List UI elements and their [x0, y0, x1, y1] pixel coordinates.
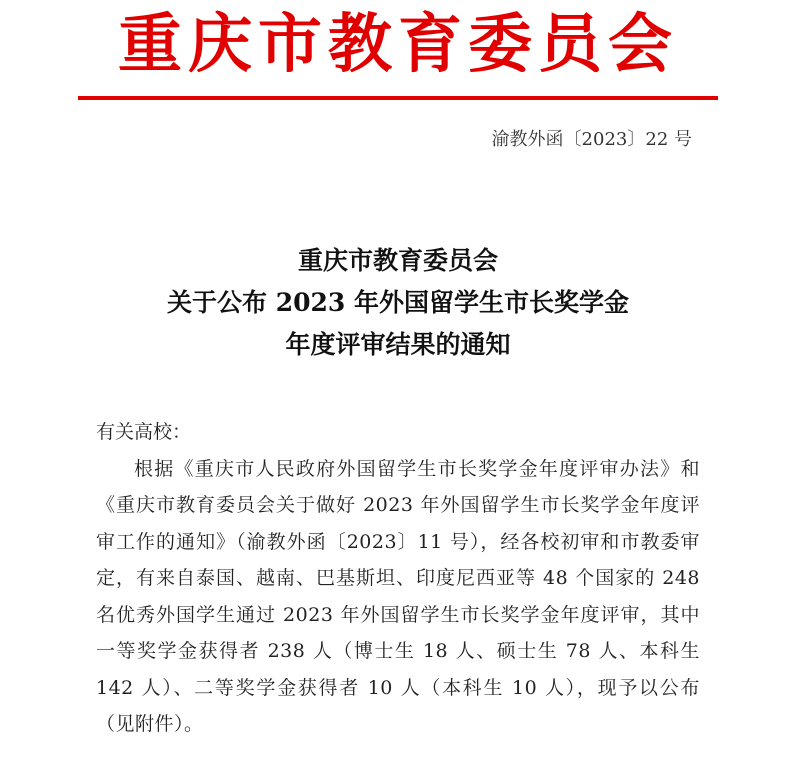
title-line-2: 关于公布 2023 年外国留学生市长奖学金: [167, 288, 629, 317]
document-body: [96, 414, 700, 743]
title-line-3: 年度评审结果的通知: [285, 330, 511, 359]
salutation: 有关高校：: [96, 421, 192, 443]
masthead-title: 重庆市教育委员会: [118, 8, 678, 82]
document-title: [78, 240, 718, 366]
masthead-red-rule: [78, 96, 718, 100]
body-paragraph: 根据《重庆市人民政府外国留学生市长奖学金年度评审办法》和《重庆市教育委员会关于做好 2023 年外国留学生市长奖学金年度评审工作的通知》（渝教外函〔2023〕11 号），经各校初审和市教委审定，有来自泰国、越南、巴基斯坦、印度尼西亚等 48 个国家的 248 名优秀外国学生通过 2023 年外国留学生市长奖学金年度评审，其中一等奖学金获得者 238 人（博士生 18 人、硕士生 78 人、本科生 142 人）、二等奖学金获得者 10 人（本科生 10 人），现予以公布（见附件）。: [96, 457, 700, 735]
document-number: 渝教外函〔2023〕22 号: [491, 129, 692, 150]
title-line-1: 重庆市教育委员会: [297, 246, 498, 275]
